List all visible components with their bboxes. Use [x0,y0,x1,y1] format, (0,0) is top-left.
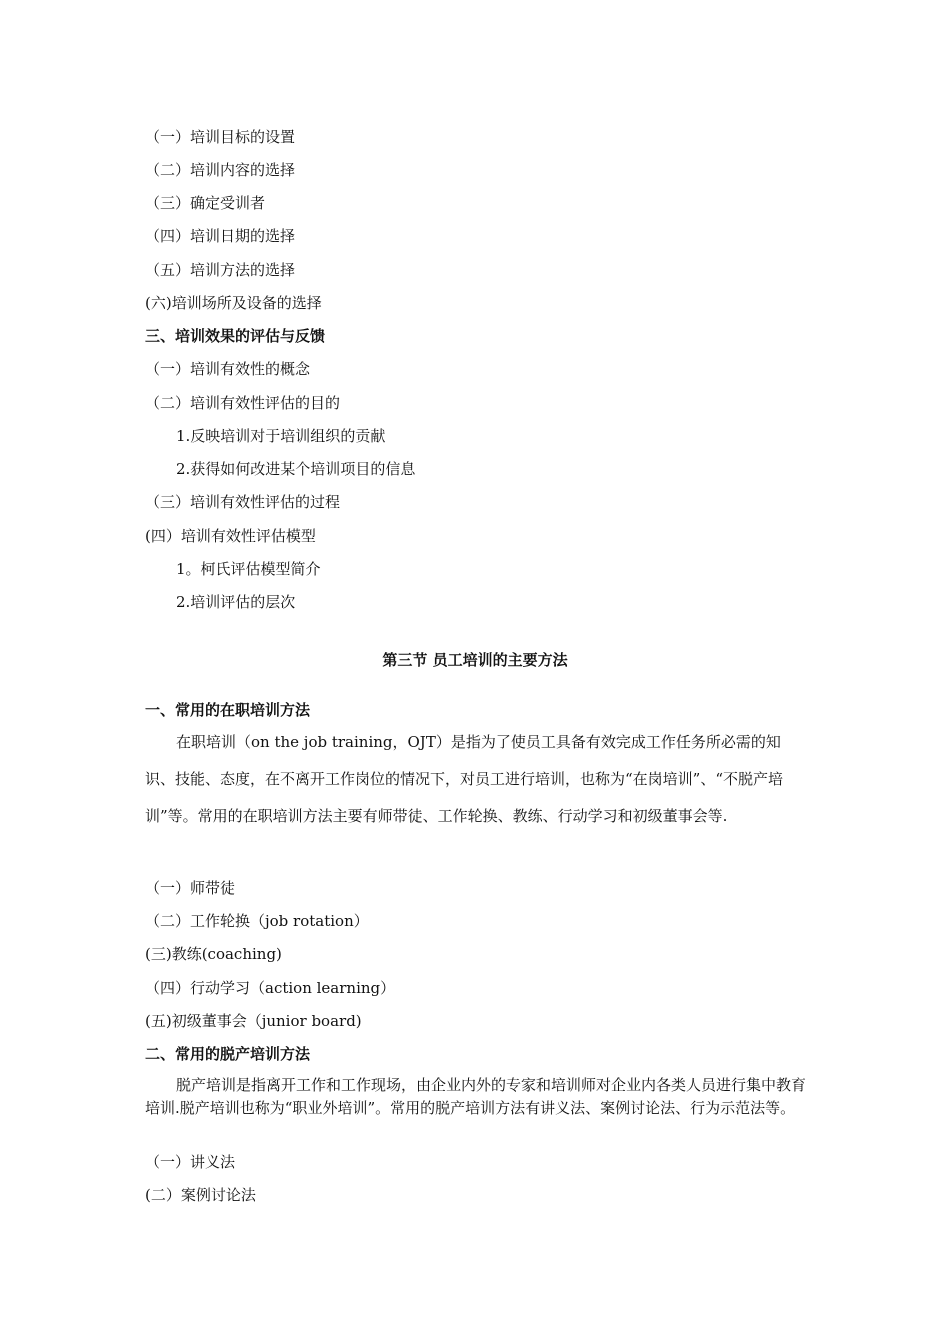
paragraph [145,1074,810,1120]
list-item: （二）培训内容的选择 [145,161,296,179]
list-item: （四）培训日期的选择 [145,227,296,245]
paragraph-text: 脱产培训是指离开工作和工作现场，由企业内外的专家和培训师对企业内各类人员进行集中教育培训.脱产培训也称为“职业外培训”。常用的脱产培训方法有讲义法、案例讨论法、行为示范法等。 [145,1076,807,1117]
list-item: （一）讲义法 [145,1153,236,1171]
list-item: (六)培训场所及设备的选择 [145,294,322,312]
list-item: （三）培训有效性评估的过程 [145,493,341,511]
list-item: （四）行动学习（action learning） [145,979,396,997]
list-item: （三）确定受训者 [145,194,266,212]
list-item: 1.反映培训对于培训组织的贡献 [176,427,386,445]
list-item: (五)初级董事会（junior board) [145,1012,362,1030]
list-item: （一）培训有效性的概念 [145,360,311,378]
list-item: (四）培训有效性评估模型 [145,527,316,545]
list-item: (二）案例讨论法 [145,1186,256,1204]
list-item: 1。柯氏评估模型简介 [176,560,321,578]
list-item: 2.获得如何改进某个培训项目的信息 [176,460,416,478]
paragraph-text: 在职培训（on the job training，OJT）是指为了使员工具备有效完成工作任务所必需的知识、技能、态度，在不离开工作岗位的情况下，对员工进行培训，也称为“在岗培训”、“不脱产培训”等。常用的在职培训方法主要有师带徒、工作轮换、教练、行动学习和初级董事会等. [145,733,784,825]
section-heading: 三、培训效果的评估与反馈 [145,327,326,345]
list-item: （二）培训有效性评估的目的 [145,394,341,412]
list-item: 2.培训评估的层次 [176,593,296,611]
section-heading: 一、常用的在职培训方法 [145,701,311,719]
page-title: 第三节 员工培训的主要方法 [382,651,568,669]
section-heading: 二、常用的脱产培训方法 [145,1045,311,1063]
list-item: （一）培训目标的设置 [145,128,296,146]
list-item: （五）培训方法的选择 [145,261,296,279]
paragraph [145,724,810,835]
list-item: （二）工作轮换（job rotation） [145,912,369,930]
list-item: (三)教练(coaching) [145,945,282,963]
list-item: （一）师带徒 [145,879,236,897]
